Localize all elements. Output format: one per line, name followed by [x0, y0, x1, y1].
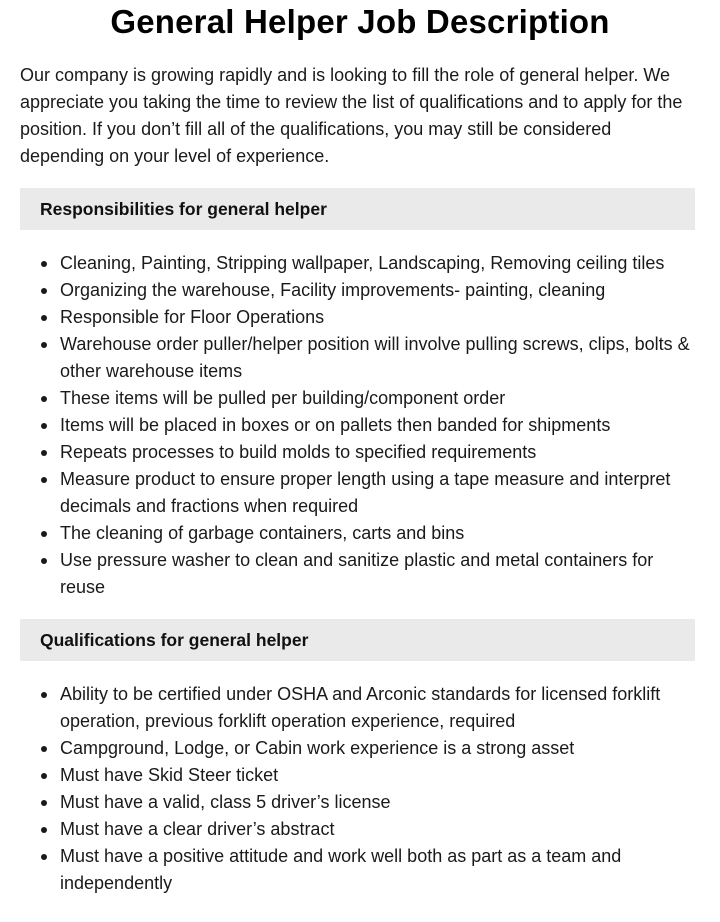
list-item [20, 277, 696, 304]
list-item [20, 466, 696, 520]
list-item [20, 735, 696, 762]
list-item-text: Warehouse order puller/helper position will involve pulling screws, clips, bolts & other warehouse items [60, 334, 690, 381]
bullet-icon [41, 854, 47, 860]
bullet-icon [41, 261, 47, 267]
intro-paragraph: Our company is growing rapidly and is looking to fill the role of general helper. We appreciate you taking the time to review the list of qualifications and to apply for the position. If you don’t fill all of the qualifications, you may still be considered depending on your level of experience. [20, 65, 683, 166]
list-item-text: Use pressure washer to clean and sanitize plastic and metal containers for reuse [60, 550, 654, 597]
page-title: General Helper Job Description [110, 3, 610, 40]
list-item [20, 762, 696, 789]
list-item [20, 547, 696, 601]
list-item-text: Must have a positive attitude and work well both as part as a team and independently [60, 846, 622, 893]
bullet-icon [41, 827, 47, 833]
list-item [20, 520, 696, 547]
bullet-icon [41, 800, 47, 806]
list-item-text: Campground, Lodge, or Cabin work experience is a strong asset [60, 738, 575, 758]
list-item-text: Repeats processes to build molds to specified requirements [60, 442, 537, 462]
bullet-icon [41, 692, 47, 698]
list-item [20, 385, 696, 412]
list-item-text: These items will be pulled per building/component order [60, 388, 506, 408]
responsibilities-heading: Responsibilities for general helper [20, 188, 695, 230]
bullet-icon [41, 342, 47, 348]
list-item-text: Must have a valid, class 5 driver’s license [60, 792, 391, 812]
bullet-icon [41, 396, 47, 402]
list-item [20, 412, 696, 439]
qualifications-list [20, 681, 696, 897]
list-item [20, 681, 696, 735]
list-item-text: Organizing the warehouse, Facility improvements- painting, cleaning [60, 280, 606, 300]
list-item-text: Cleaning, Painting, Stripping wallpaper, Landscaping, Removing ceiling tiles [60, 253, 665, 273]
list-item [20, 439, 696, 466]
bullet-icon [41, 773, 47, 779]
bullet-icon [41, 558, 47, 564]
list-item [20, 789, 696, 816]
list-item-text: Responsible for Floor Operations [60, 307, 325, 327]
list-item [20, 304, 696, 331]
qualifications-heading: Qualifications for general helper [20, 619, 695, 661]
list-item-text: Ability to be certified under OSHA and Arconic standards for licensed forklift operation, previous forklift operation experience, required [60, 684, 661, 731]
list-item [20, 843, 696, 897]
list-item-text: Measure product to ensure proper length using a tape measure and interpret decimals and fractions when required [60, 469, 671, 516]
list-item [20, 816, 696, 843]
responsibilities-list [20, 250, 696, 601]
bullet-icon [41, 746, 47, 752]
bullet-icon [41, 315, 47, 321]
list-item-text: Items will be placed in boxes or on pallets then banded for shipments [60, 415, 611, 435]
bullet-icon [41, 531, 47, 537]
list-item-text: Must have a clear driver’s abstract [60, 819, 335, 839]
bullet-icon [41, 477, 47, 483]
bullet-icon [41, 423, 47, 429]
bullet-icon [41, 450, 47, 456]
list-item [20, 331, 696, 385]
list-item-text: The cleaning of garbage containers, carts and bins [60, 523, 465, 543]
list-item-text: Must have Skid Steer ticket [60, 765, 279, 785]
bullet-icon [41, 288, 47, 294]
list-item [20, 250, 696, 277]
